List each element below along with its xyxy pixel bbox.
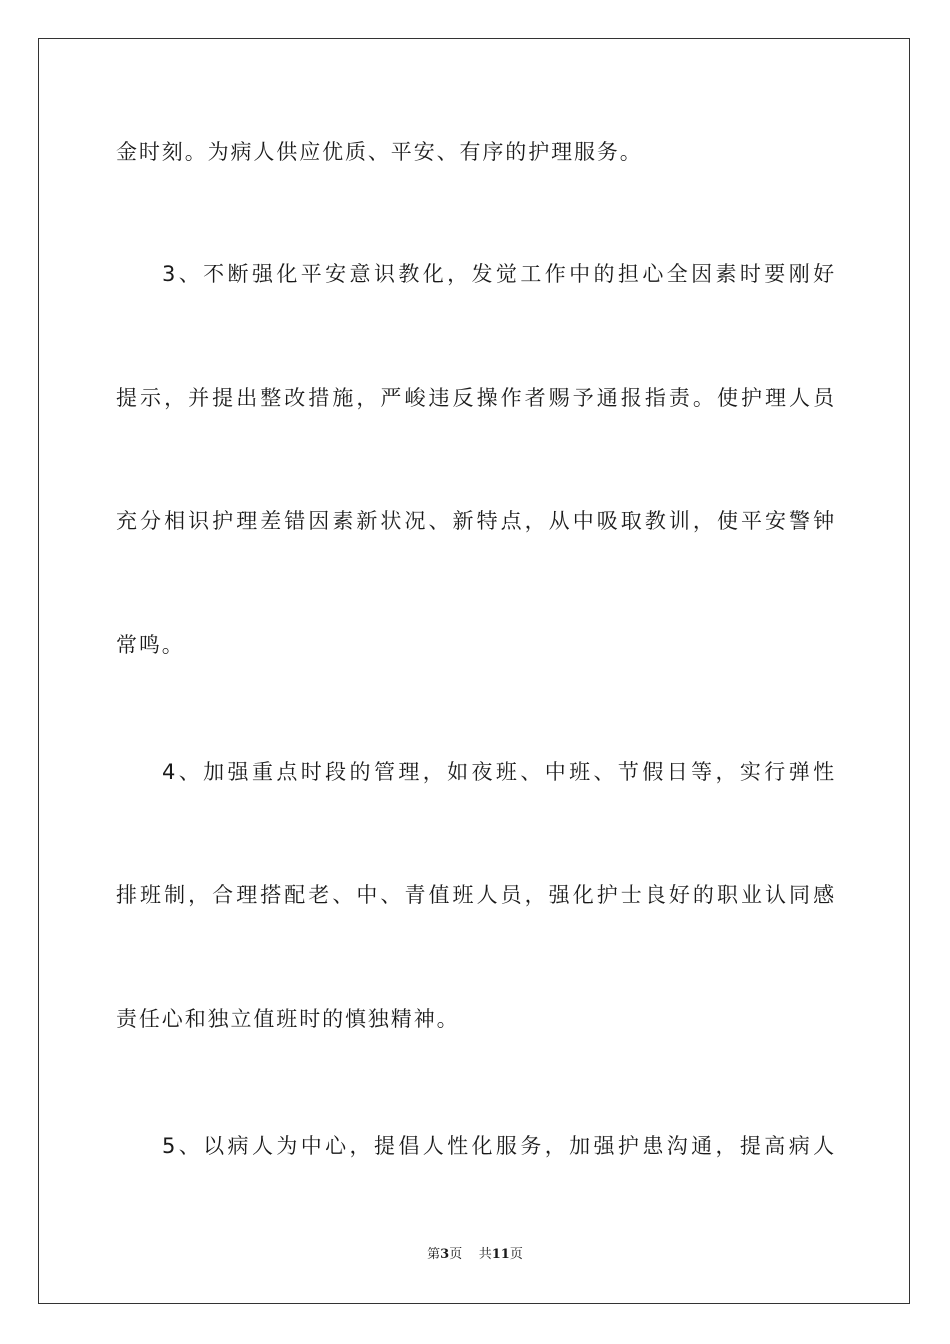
footer-page-prefix: 第 <box>427 1247 441 1262</box>
text-line-6: 4、加强重点时段的管理，如夜班、中班、节假日等，实行弹性 <box>162 760 836 784</box>
text-line-1: 金时刻。为病人供应优质、平安、有序的护理服务。 <box>116 140 643 164</box>
text-line-7: 排班制，合理搭配老、中、青值班人员，强化护士良好的职业认同感 <box>116 883 836 907</box>
footer-total-pages: 11 <box>491 1247 510 1262</box>
text-line-2: 3、不断强化平安意识教化，发觉工作中的担心全因素时要刚好 <box>162 262 836 286</box>
footer-total-prefix: 共 <box>478 1247 492 1262</box>
text-line-4: 充分相识护理差错因素新状况、新特点，从中吸取教训，使平安警钟 <box>116 509 836 533</box>
page-border <box>38 38 910 1304</box>
footer-page-suffix: 页 <box>449 1247 463 1262</box>
footer-page-number: 3 <box>440 1247 450 1262</box>
text-line-5: 常鸣。 <box>116 633 185 657</box>
text-line-8: 责任心和独立值班时的慎独精神。 <box>116 1007 460 1031</box>
text-line-3: 提示，并提出整改措施，严峻违反操作者赐予通报指责。使护理人员 <box>116 386 836 410</box>
footer-total-suffix: 页 <box>509 1247 523 1262</box>
page-footer <box>0 1246 950 1264</box>
text-line-9: 5、以病人为中心，提倡人性化服务，加强护患沟通，提高病人 <box>162 1134 836 1158</box>
